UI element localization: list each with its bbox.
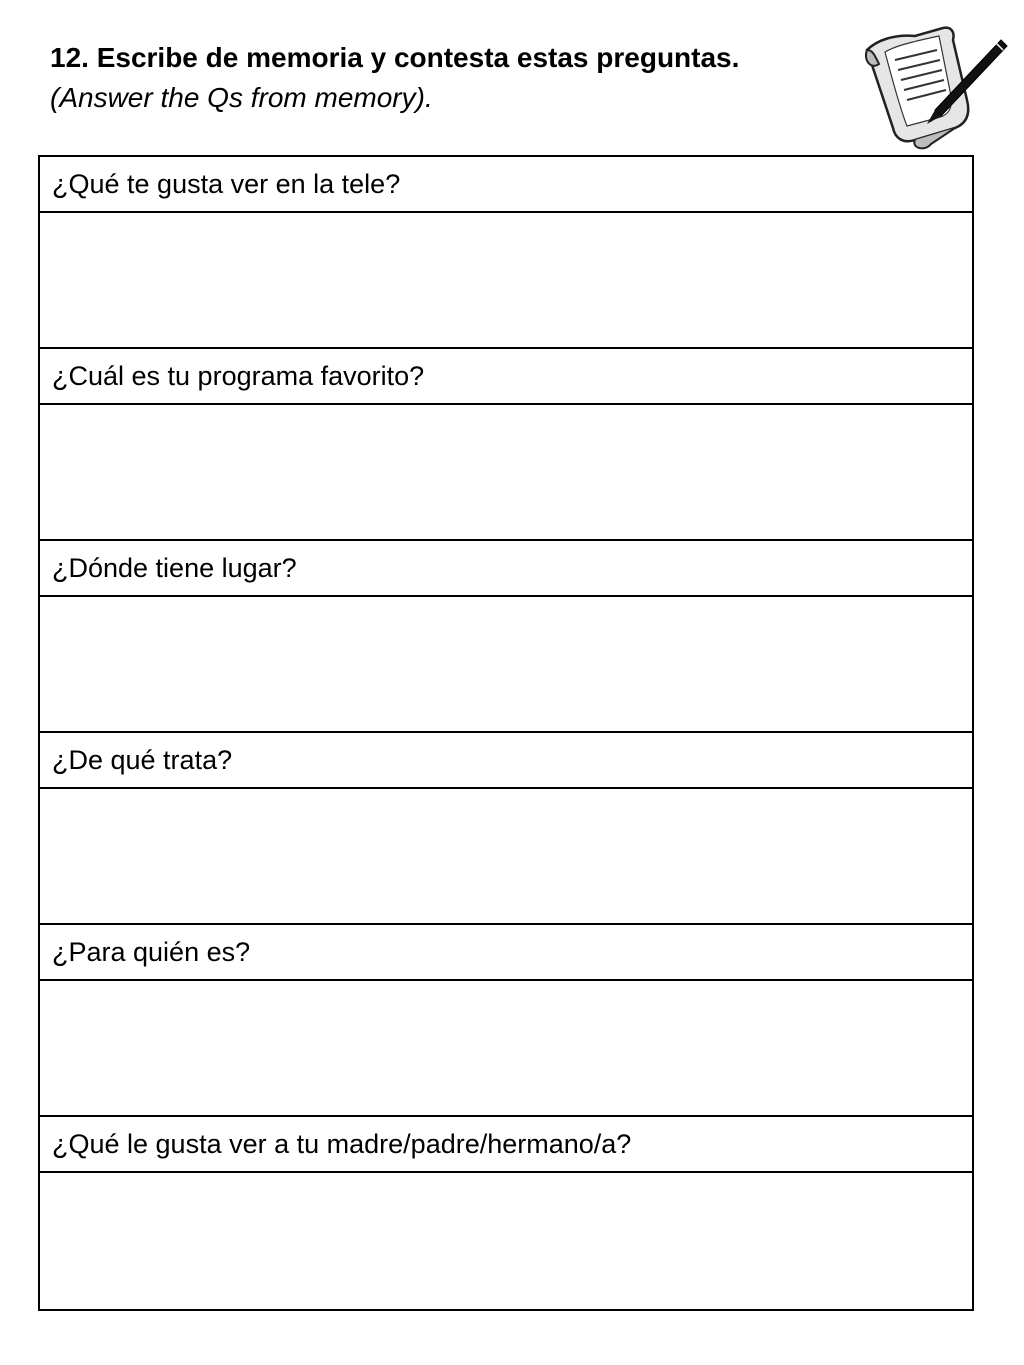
question-row: ¿Dónde tiene lugar? bbox=[40, 541, 972, 597]
question-row: ¿Qué te gusta ver en la tele? bbox=[40, 157, 972, 213]
answer-field[interactable] bbox=[40, 597, 972, 733]
question-row: ¿De qué trata? bbox=[40, 733, 972, 789]
question-row: ¿Cuál es tu programa favorito? bbox=[40, 349, 972, 405]
question-row: ¿Para quién es? bbox=[40, 925, 972, 981]
exercise-title: 12. Escribe de memoria y contesta estas preguntas. bbox=[50, 42, 740, 73]
answer-field[interactable] bbox=[40, 1173, 972, 1309]
paper-and-pen-icon bbox=[855, 20, 1015, 155]
question-table bbox=[38, 155, 974, 1311]
answer-field[interactable] bbox=[40, 405, 972, 541]
question-row: ¿Qué le gusta ver a tu madre/padre/hermano/a? bbox=[40, 1117, 972, 1173]
answer-field[interactable] bbox=[40, 213, 972, 349]
worksheet-heading bbox=[50, 38, 830, 118]
exercise-subtitle: (Answer the Qs from memory). bbox=[50, 82, 433, 113]
answer-field[interactable] bbox=[40, 789, 972, 925]
answer-field[interactable] bbox=[40, 981, 972, 1117]
